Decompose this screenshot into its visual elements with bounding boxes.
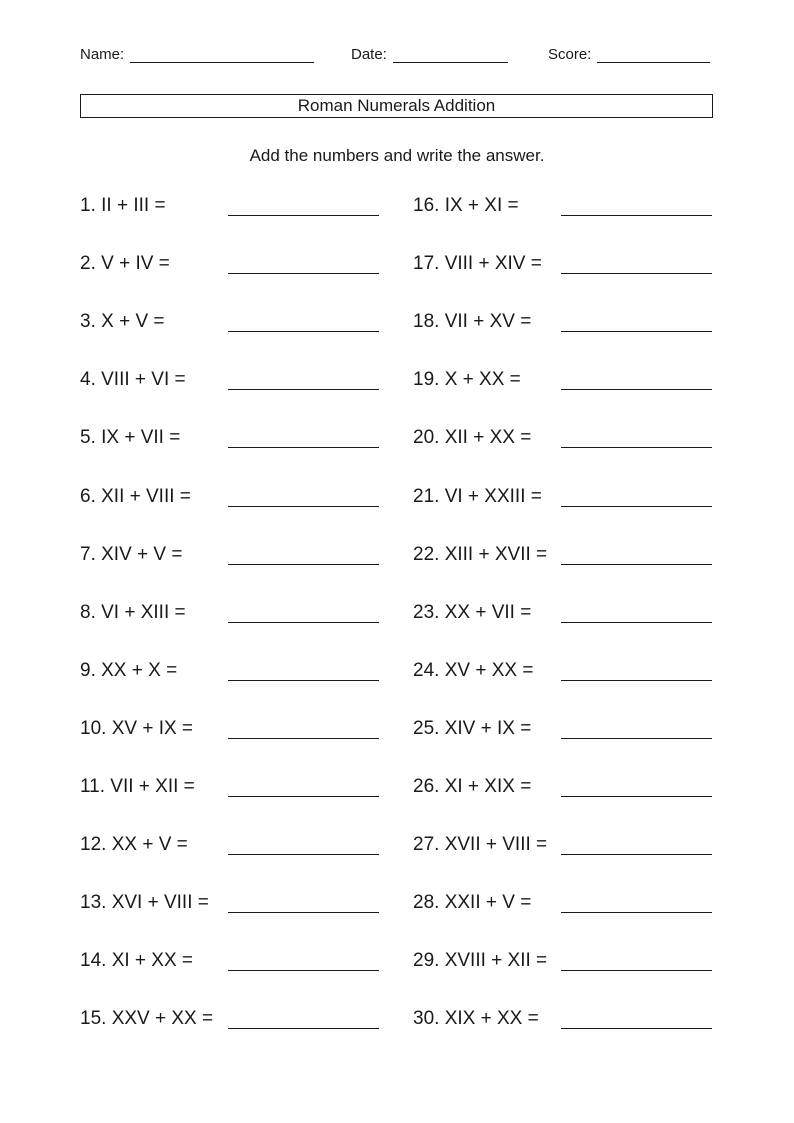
problem-item <box>413 659 713 689</box>
problem-text: 6. XII + VIII = <box>80 485 191 507</box>
answer-line[interactable] <box>561 970 712 971</box>
name-field[interactable] <box>80 46 314 63</box>
problem-item <box>80 775 380 805</box>
name-line[interactable] <box>130 47 314 63</box>
answer-line[interactable] <box>228 738 379 739</box>
answer-line[interactable] <box>561 912 712 913</box>
date-line[interactable] <box>393 47 508 63</box>
answer-line[interactable] <box>228 680 379 681</box>
problem-text: 22. XIII + XVII = <box>413 543 548 565</box>
score-line[interactable] <box>597 47 710 63</box>
problem-text: 5. IX + VII = <box>80 427 181 449</box>
problem-text: 17. VIII + XIV = <box>413 253 542 275</box>
problem-text: 3. X + V = <box>80 311 165 333</box>
problem-text: 13. XVI + VIII = <box>80 892 209 914</box>
answer-line[interactable] <box>561 273 712 274</box>
answer-line[interactable] <box>561 1028 712 1029</box>
problem-text: 24. XV + XX = <box>413 659 534 681</box>
problem-item <box>413 949 713 979</box>
problem-item <box>80 717 380 747</box>
problem-text: 9. XX + X = <box>80 659 178 681</box>
answer-line[interactable] <box>228 215 379 216</box>
problem-text: 11. VII + XII = <box>80 776 195 797</box>
problem-text: 10. XV + IX = <box>80 717 194 739</box>
answer-line[interactable] <box>228 912 379 913</box>
problem-item <box>413 485 713 515</box>
problem-item <box>80 601 380 631</box>
problem-text: 20. XII + XX = <box>413 427 532 449</box>
problem-item <box>413 833 713 863</box>
worksheet-title: Roman Numerals Addition <box>80 94 713 118</box>
problem-item <box>80 426 380 456</box>
problem-text: 28. XXII + V = <box>413 892 532 914</box>
answer-line[interactable] <box>561 564 712 565</box>
problem-text: 8. VI + XIII = <box>80 601 186 623</box>
answer-line[interactable] <box>561 447 712 448</box>
instructions: Add the numbers and write the answer. <box>249 146 545 165</box>
problem-item <box>413 601 713 631</box>
problem-text: 19. X + XX = <box>413 369 521 391</box>
answer-line[interactable] <box>561 738 712 739</box>
score-field[interactable] <box>548 46 710 63</box>
answer-line[interactable] <box>561 389 712 390</box>
problem-item <box>80 194 380 224</box>
answer-line[interactable] <box>228 564 379 565</box>
answer-line[interactable] <box>561 622 712 623</box>
problem-item <box>413 426 713 456</box>
answer-line[interactable] <box>228 506 379 507</box>
answer-line[interactable] <box>228 854 379 855</box>
answer-line[interactable] <box>228 331 379 332</box>
answer-line[interactable] <box>228 1028 379 1029</box>
problem-text: 14. XI + XX = <box>80 950 194 972</box>
problem-text: 26. XI + XIX = <box>413 776 532 797</box>
answer-line[interactable] <box>228 273 379 274</box>
problem-item <box>413 368 713 398</box>
problem-text: 27. XVII + VIII = <box>413 834 548 856</box>
date-field[interactable] <box>351 46 508 63</box>
answer-line[interactable] <box>561 215 712 216</box>
problem-item <box>80 368 380 398</box>
problem-item <box>80 833 380 863</box>
problem-item <box>413 543 713 573</box>
problem-item <box>413 775 713 805</box>
problem-item <box>80 891 380 921</box>
date-label: Date: <box>351 46 387 63</box>
problem-text: 2. V + IV = <box>80 253 170 275</box>
problem-text: 21. VI + XXIII = <box>413 485 542 507</box>
problem-item <box>80 1007 380 1037</box>
problem-text: 18. VII + XV = <box>413 311 532 333</box>
answer-line[interactable] <box>228 622 379 623</box>
problem-text: 1. II + III = <box>80 195 166 216</box>
answer-line[interactable] <box>561 680 712 681</box>
problem-text: 12. XX + V = <box>80 834 188 856</box>
problem-text: 23. XX + VII = <box>413 601 532 623</box>
score-label: Score: <box>548 46 592 63</box>
problem-text: 29. XVIII + XII = <box>413 950 548 972</box>
problem-text: 16. IX + XI = <box>413 195 519 216</box>
problem-item <box>80 949 380 979</box>
problem-item <box>80 310 380 340</box>
problem-text: 15. XXV + XX = <box>80 1008 214 1030</box>
problem-item <box>413 891 713 921</box>
problem-text: 25. XIV + IX = <box>413 717 532 739</box>
answer-line[interactable] <box>561 331 712 332</box>
problem-item <box>80 659 380 689</box>
problem-text: 7. XIV + V = <box>80 543 183 565</box>
answer-line[interactable] <box>561 854 712 855</box>
problem-text: 30. XIX + XX = <box>413 1008 539 1030</box>
answer-line[interactable] <box>561 796 712 797</box>
header-fields <box>80 46 713 66</box>
problem-item <box>80 252 380 282</box>
name-label: Name: <box>80 46 125 63</box>
problem-item <box>413 717 713 747</box>
problem-text: 4. VIII + VI = <box>80 369 186 391</box>
problem-item <box>80 543 380 573</box>
answer-line[interactable] <box>561 506 712 507</box>
problem-item <box>413 194 713 224</box>
problem-item <box>413 252 713 282</box>
answer-line[interactable] <box>228 970 379 971</box>
answer-line[interactable] <box>228 796 379 797</box>
problem-item <box>413 310 713 340</box>
problem-item <box>80 485 380 515</box>
problem-item <box>413 1007 713 1037</box>
answer-line[interactable] <box>228 389 379 390</box>
answer-line[interactable] <box>228 447 379 448</box>
